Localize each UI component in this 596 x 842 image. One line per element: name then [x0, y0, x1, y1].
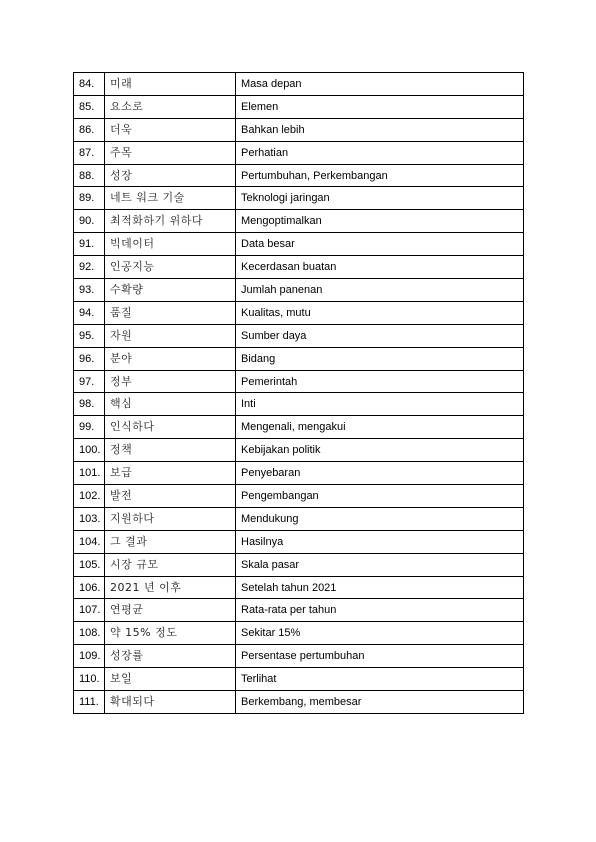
table-row — [74, 416, 524, 439]
indonesian-translation-cell: Perhatian — [236, 141, 524, 164]
row-number-cell: 98. — [74, 393, 105, 416]
table-row — [74, 507, 524, 530]
korean-term-cell: 발전 — [105, 485, 236, 508]
table-row — [74, 279, 524, 302]
row-number-cell: 86. — [74, 118, 105, 141]
indonesian-translation-cell: Setelah tahun 2021 — [236, 576, 524, 599]
row-number-cell: 97. — [74, 370, 105, 393]
korean-term-cell: 주목 — [105, 141, 236, 164]
korean-term-cell: 시장 규모 — [105, 553, 236, 576]
indonesian-translation-cell: Sumber daya — [236, 324, 524, 347]
indonesian-translation-cell: Rata-rata per tahun — [236, 599, 524, 622]
indonesian-translation-cell: Berkembang, membesar — [236, 691, 524, 714]
vocabulary-table-body — [74, 73, 524, 714]
row-number-cell: 107. — [74, 599, 105, 622]
indonesian-translation-cell: Kebijakan politik — [236, 439, 524, 462]
row-number-cell: 110. — [74, 668, 105, 691]
table-row — [74, 691, 524, 714]
korean-term-cell: 미래 — [105, 73, 236, 96]
row-number-cell: 99. — [74, 416, 105, 439]
row-number-cell: 93. — [74, 279, 105, 302]
indonesian-translation-cell: Mengenali, mengakui — [236, 416, 524, 439]
indonesian-translation-cell: Skala pasar — [236, 553, 524, 576]
row-number-cell: 91. — [74, 233, 105, 256]
row-number-cell: 85. — [74, 95, 105, 118]
indonesian-translation-cell: Bidang — [236, 347, 524, 370]
korean-term-cell: 인식하다 — [105, 416, 236, 439]
indonesian-translation-cell: Kecerdasan buatan — [236, 256, 524, 279]
table-row — [74, 553, 524, 576]
indonesian-translation-cell: Sekitar 15% — [236, 622, 524, 645]
row-number-cell: 92. — [74, 256, 105, 279]
indonesian-translation-cell: Inti — [236, 393, 524, 416]
row-number-cell: 100. — [74, 439, 105, 462]
korean-term-cell: 품질 — [105, 301, 236, 324]
korean-term-cell: 더욱 — [105, 118, 236, 141]
row-number-cell: 95. — [74, 324, 105, 347]
table-row — [74, 599, 524, 622]
korean-term-cell: 정부 — [105, 370, 236, 393]
table-row — [74, 324, 524, 347]
table-row — [74, 118, 524, 141]
korean-term-cell: 성장 — [105, 164, 236, 187]
indonesian-translation-cell: Bahkan lebih — [236, 118, 524, 141]
row-number-cell: 102. — [74, 485, 105, 508]
korean-term-cell: 인공지능 — [105, 256, 236, 279]
row-number-cell: 111. — [74, 691, 105, 714]
indonesian-translation-cell: Elemen — [236, 95, 524, 118]
table-row — [74, 576, 524, 599]
korean-term-cell: 최적화하기 위하다 — [105, 210, 236, 233]
korean-term-cell: 확대되다 — [105, 691, 236, 714]
korean-term-cell: 분야 — [105, 347, 236, 370]
korean-term-cell: 약 15% 정도 — [105, 622, 236, 645]
row-number-cell: 103. — [74, 507, 105, 530]
table-row — [74, 370, 524, 393]
table-row — [74, 347, 524, 370]
indonesian-translation-cell: Data besar — [236, 233, 524, 256]
table-row — [74, 141, 524, 164]
table-row — [74, 210, 524, 233]
korean-term-cell: 성장률 — [105, 645, 236, 668]
table-row — [74, 95, 524, 118]
table-row — [74, 645, 524, 668]
korean-term-cell: 빅데이터 — [105, 233, 236, 256]
table-row — [74, 164, 524, 187]
table-row — [74, 233, 524, 256]
indonesian-translation-cell: Hasilnya — [236, 530, 524, 553]
indonesian-translation-cell: Mengoptimalkan — [236, 210, 524, 233]
table-row — [74, 622, 524, 645]
row-number-cell: 106. — [74, 576, 105, 599]
indonesian-translation-cell: Jumlah panenan — [236, 279, 524, 302]
korean-term-cell: 정책 — [105, 439, 236, 462]
indonesian-translation-cell: Penyebaran — [236, 462, 524, 485]
row-number-cell: 84. — [74, 73, 105, 96]
indonesian-translation-cell: Persentase pertumbuhan — [236, 645, 524, 668]
row-number-cell: 101. — [74, 462, 105, 485]
korean-term-cell: 요소로 — [105, 95, 236, 118]
indonesian-translation-cell: Pertumbuhan, Perkembangan — [236, 164, 524, 187]
table-row — [74, 301, 524, 324]
korean-term-cell: 네트 워크 기술 — [105, 187, 236, 210]
indonesian-translation-cell: Pemerintah — [236, 370, 524, 393]
row-number-cell: 88. — [74, 164, 105, 187]
korean-term-cell: 연평균 — [105, 599, 236, 622]
table-row — [74, 187, 524, 210]
korean-term-cell: 2021 년 이후 — [105, 576, 236, 599]
indonesian-translation-cell: Mendukung — [236, 507, 524, 530]
row-number-cell: 94. — [74, 301, 105, 324]
korean-term-cell: 핵심 — [105, 393, 236, 416]
row-number-cell: 104. — [74, 530, 105, 553]
row-number-cell: 89. — [74, 187, 105, 210]
row-number-cell: 87. — [74, 141, 105, 164]
table-row — [74, 256, 524, 279]
table-row — [74, 462, 524, 485]
korean-term-cell: 자원 — [105, 324, 236, 347]
korean-term-cell: 수확량 — [105, 279, 236, 302]
indonesian-translation-cell: Masa depan — [236, 73, 524, 96]
indonesian-translation-cell: Terlihat — [236, 668, 524, 691]
vocabulary-table — [73, 72, 524, 714]
indonesian-translation-cell: Teknologi jaringan — [236, 187, 524, 210]
table-row — [74, 668, 524, 691]
korean-term-cell: 지원하다 — [105, 507, 236, 530]
table-row — [74, 439, 524, 462]
table-row — [74, 530, 524, 553]
row-number-cell: 108. — [74, 622, 105, 645]
table-row — [74, 485, 524, 508]
table-row — [74, 393, 524, 416]
korean-term-cell: 그 결과 — [105, 530, 236, 553]
korean-term-cell: 보일 — [105, 668, 236, 691]
indonesian-translation-cell: Pengembangan — [236, 485, 524, 508]
row-number-cell: 109. — [74, 645, 105, 668]
table-row — [74, 73, 524, 96]
indonesian-translation-cell: Kualitas, mutu — [236, 301, 524, 324]
row-number-cell: 90. — [74, 210, 105, 233]
korean-term-cell: 보급 — [105, 462, 236, 485]
row-number-cell: 96. — [74, 347, 105, 370]
row-number-cell: 105. — [74, 553, 105, 576]
